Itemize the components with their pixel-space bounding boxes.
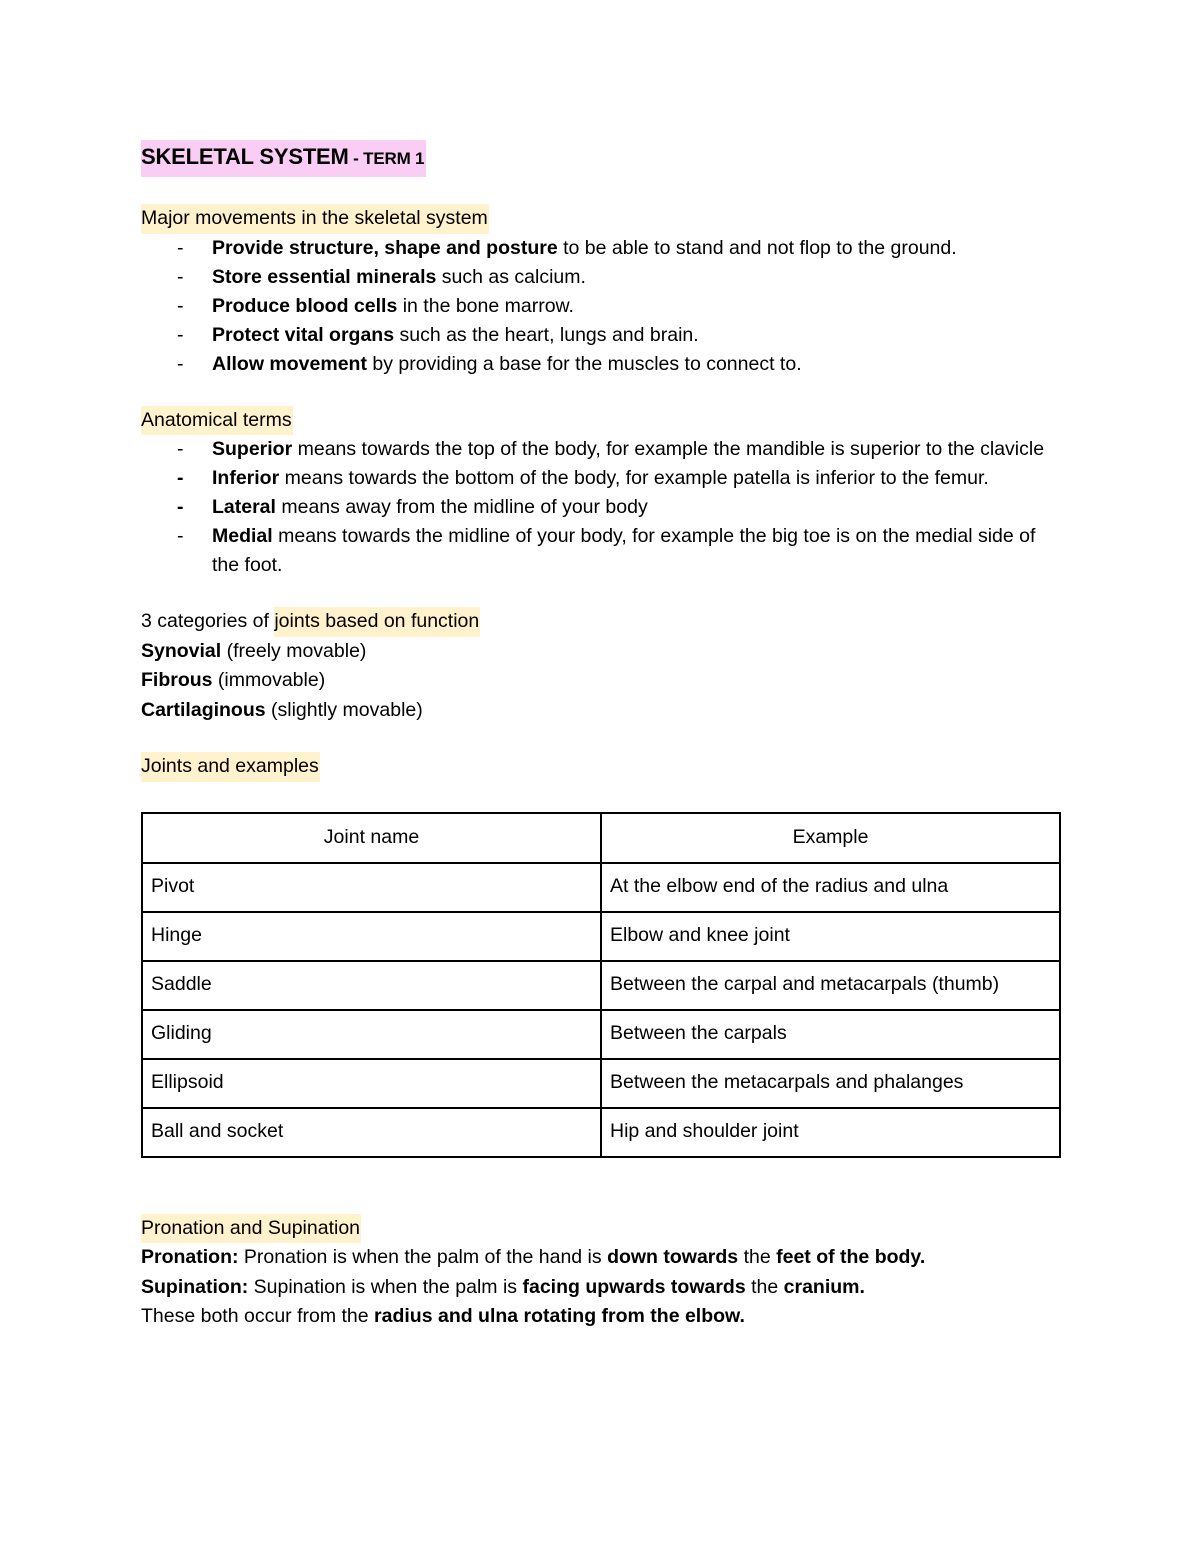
movements-heading: Major movements in the skeletal system [141,204,489,234]
item-bold: Allow movement [212,352,367,375]
category-name: Cartilaginous [141,698,266,721]
dash-marker: - [177,467,184,489]
supination-label: Supination: [141,1275,249,1298]
example-cell: Between the carpals [601,1010,1060,1059]
list-item [141,522,1061,580]
supination-emphasis: cranium. [783,1275,865,1298]
pronation-heading: Pronation and Supination [141,1214,361,1244]
list-item [141,464,1061,493]
title-separator: - [348,149,364,168]
item-bold: Produce blood cells [212,294,398,317]
item-bold: Inferior [212,467,280,489]
joint-name-cell: Ball and socket [142,1108,601,1157]
dash-marker: - [177,438,184,460]
list-item [141,321,1061,350]
item-bold: Provide structure, shape and posture [212,236,558,259]
movements-list [141,234,1061,379]
dash-marker: - [177,525,184,547]
supination-line [141,1273,1061,1303]
item-bold: Medial [212,525,273,547]
item-text: to be able to stand and not flop to the ground. [557,236,957,259]
joints-table [141,812,1061,1158]
movements-section [141,204,1061,379]
pronation-emphasis: feet of the body. [776,1246,926,1268]
column-header-joint-name: Joint name [142,813,601,863]
example-cell: At the elbow end of the radius and ulna [601,863,1060,912]
item-bold: Superior [212,438,293,460]
anatomical-heading: Anatomical terms [141,406,293,436]
item-text: means away from the midline of your body [275,496,648,518]
supination-text: Supination is when the palm is [248,1275,523,1298]
item-text: means towards the midline of your body, for example the big toe is on the medial side of the foot. [212,525,1036,576]
table-header-row [142,813,1060,863]
joint-name-cell: Saddle [142,961,601,1010]
category-item [141,696,1061,726]
category-desc: (slightly movable) [265,698,423,721]
item-bold: Protect vital organs [212,323,395,346]
list-item [141,435,1061,464]
example-cell: Elbow and knee joint [601,912,1060,961]
joint-name-cell: Gliding [142,1010,601,1059]
table-row [142,863,1060,912]
table-row [142,1059,1060,1108]
list-item [141,292,1061,321]
both-text: These both occur from the [141,1305,375,1327]
category-item [141,637,1061,667]
dash-marker: - [177,265,184,288]
supination-emphasis: facing upwards towards [522,1275,746,1298]
dash-marker: - [177,294,184,317]
joint-name-cell: Hinge [142,912,601,961]
table-row [142,912,1060,961]
pronation-text: Pronation is when the palm of the hand is [238,1246,608,1268]
item-text: in the bone marrow. [397,294,574,317]
category-desc: (freely movable) [221,639,367,662]
list-item [141,350,1061,379]
list-item [141,263,1061,292]
item-bold: Lateral [212,496,276,518]
item-text: by providing a base for the muscles to connect to. [366,352,802,375]
table-row [142,1010,1060,1059]
list-item [141,234,1061,263]
categories-heading: joints based on function [274,607,480,637]
document-page [141,140,1061,1332]
joints-heading: Joints and examples [141,752,320,782]
dash-marker: - [177,496,184,518]
example-cell: Hip and shoulder joint [601,1108,1060,1157]
pronation-label: Pronation: [141,1246,239,1268]
table-row [142,1108,1060,1157]
example-cell: Between the metacarpals and phalanges [601,1059,1060,1108]
pronation-text: the [738,1246,777,1268]
dash-marker: - [177,323,184,346]
table-row [142,961,1060,1010]
item-text: means towards the bottom of the body, for example patella is inferior to the femur. [279,467,989,489]
supination-text: the [745,1275,784,1298]
column-header-example: Example [601,813,1060,863]
category-name: Fibrous [141,669,213,691]
joint-name-cell: Ellipsoid [142,1059,601,1108]
category-name: Synovial [141,639,222,662]
category-desc: (immovable) [212,669,326,691]
pronation-emphasis: down towards [607,1246,739,1268]
joint-name-cell: Pivot [142,863,601,912]
pronation-section [141,1214,1061,1332]
example-cell: Between the carpal and metacarpals (thumb) [601,961,1060,1010]
item-text: means towards the top of the body, for example the mandible is superior to the clavicle [292,438,1045,460]
title-main: SKELETAL SYSTEM [141,144,349,169]
category-item [141,666,1061,696]
pronation-line [141,1243,1061,1273]
dash-marker: - [177,352,184,375]
page-title [141,140,426,177]
item-text: such as calcium. [436,265,586,288]
anatomical-list [141,435,1061,580]
item-bold: Store essential minerals [212,265,437,288]
dash-marker: - [177,236,184,259]
categories-section [141,607,1061,725]
list-item [141,493,1061,522]
item-text: such as the heart, lungs and brain. [394,323,699,346]
joints-section [141,752,1061,1158]
title-term: TERM 1 [363,149,425,168]
both-line [141,1302,1061,1332]
both-emphasis: radius and ulna rotating from the elbow. [374,1305,745,1327]
categories-prefix: 3 categories of [141,610,275,632]
anatomical-section [141,406,1061,581]
